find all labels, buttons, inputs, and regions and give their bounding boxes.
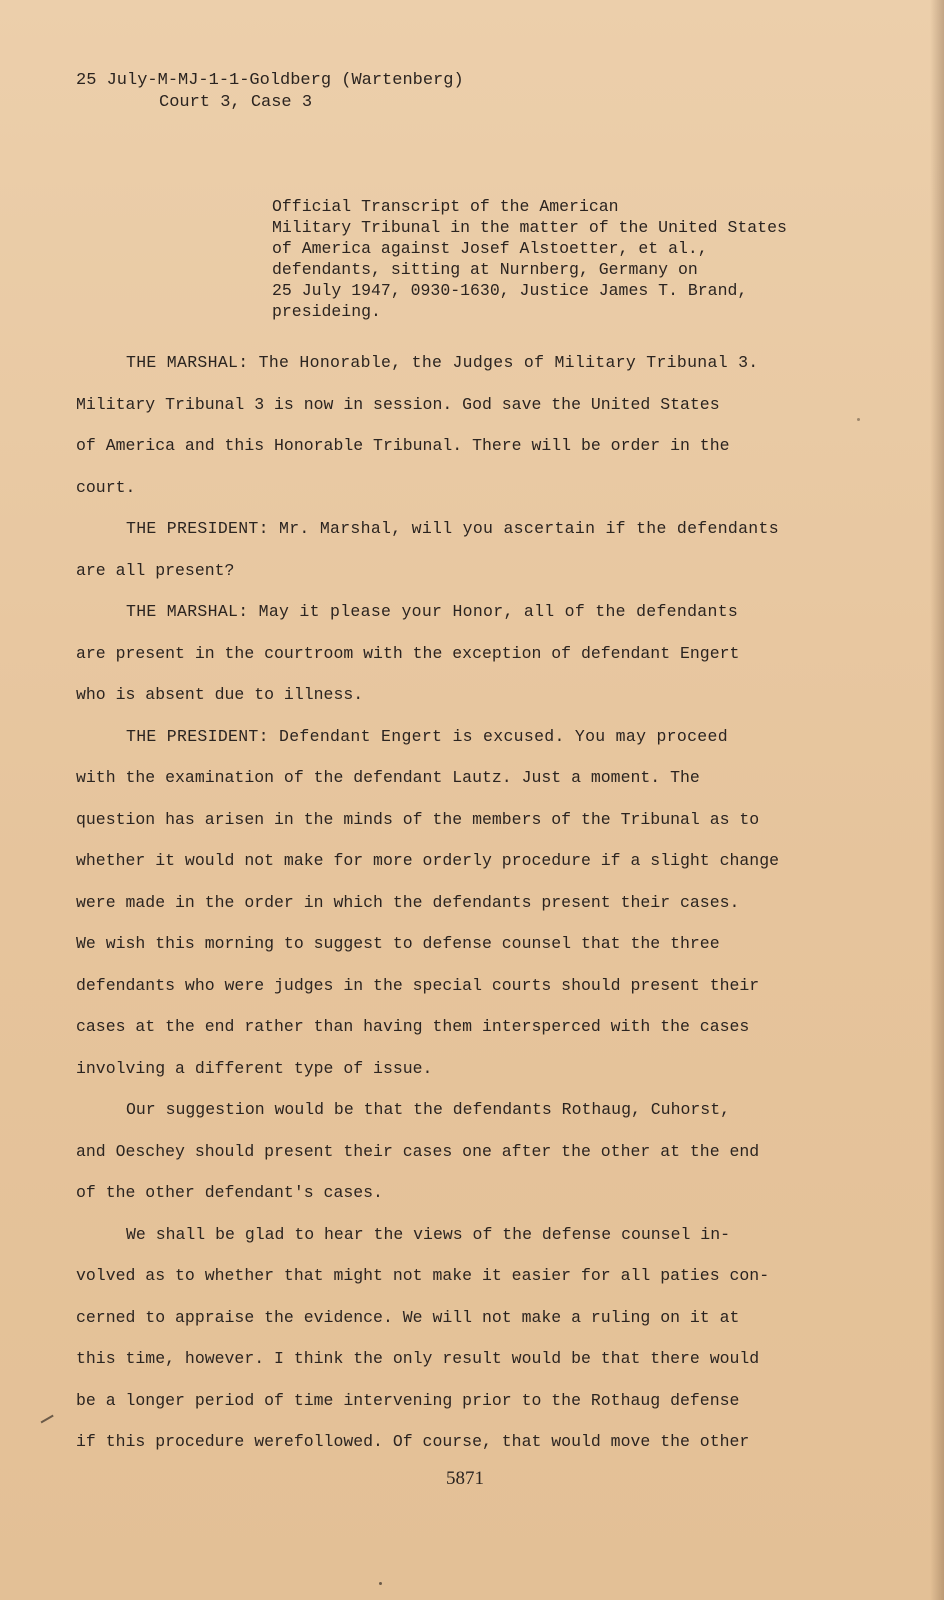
body-line: of the other defendant's cases. — [76, 1183, 383, 1202]
body-line: were made in the order in which the defendants present their cases. — [76, 892, 740, 912]
page-edge-shadow — [930, 0, 944, 1600]
stray-pencil-mark — [41, 1415, 54, 1423]
body-line: We shall be glad to hear the views of the defense counsel in- — [126, 1224, 730, 1244]
body-line: THE MARSHAL: The Honorable, the Judges of Military Tribunal 3. — [126, 353, 759, 372]
body-line: are all present? — [76, 560, 235, 580]
body-line: with the examination of the defendant Lautz. Just a moment. The — [76, 768, 700, 787]
body-line: whether it would not make for more orderly procedure if a slight change — [76, 851, 780, 870]
header-court: Court 3, Case 3 — [159, 93, 313, 112]
page-number: 5871 — [446, 1468, 484, 1489]
body-line: Military Tribunal 3 is now in session. God save the United States — [76, 394, 720, 414]
caption-line: Military Tribunal in the matter of the United States — [272, 218, 787, 237]
body-line: question has arisen in the minds of the members of the Tribunal as to — [76, 809, 760, 829]
body-line: cases at the end rather than having them intersperced with the cases — [76, 1017, 750, 1036]
body-line: volved as to whether that might not make it easier for all paties con- — [76, 1266, 770, 1285]
body-line: THE MARSHAL: May it please your Honor, all of the defendants — [126, 602, 739, 621]
body-line: Our suggestion would be that the defendants Rothaug, Cuhorst, — [126, 1100, 730, 1119]
caption-line: defendants, sitting at Nurnberg, Germany on — [272, 260, 698, 279]
body-line: cerned to appraise the evidence. We will not make a ruling on it at — [76, 1307, 740, 1327]
header-reference: 25 July-M-MJ-1-1-Goldberg (Wartenberg) — [76, 71, 464, 90]
paper-speck — [379, 1582, 382, 1585]
transcript-caption — [272, 196, 832, 322]
caption-line: of America against Josef Alstoetter, et al., — [272, 239, 708, 258]
caption-line: 25 July 1947, 0930-1630, Justice James T. Brand, — [272, 281, 748, 300]
body-line: this time, however. I think the only result would be that there would — [76, 1349, 760, 1368]
body-line: and Oeschey should present their cases one after the other at the end — [76, 1141, 760, 1161]
body-line: We wish this morning to suggest to defense counsel that the three — [76, 934, 720, 953]
caption-line: Official Transcript of the American — [272, 197, 619, 216]
body-line: defendants who were judges in the special courts should present their — [76, 975, 760, 995]
body-line: be a longer period of time intervening prior to the Rothaug defense — [76, 1390, 740, 1410]
document-header — [76, 70, 464, 114]
body-line: are present in the courtroom with the exception of defendant Engert — [76, 643, 740, 663]
caption-line: presideing. — [272, 302, 381, 321]
body-line: if this procedure werefollowed. Of course, that would move the other — [76, 1432, 750, 1451]
body-line: THE PRESIDENT: Mr. Marshal, will you ascertain if the defendants — [126, 519, 779, 538]
body-line: who is absent due to illness. — [76, 685, 364, 704]
body-line: of America and this Honorable Tribunal. There will be order in the — [76, 436, 730, 455]
paper-speck — [857, 418, 860, 421]
transcript-body — [76, 342, 816, 1463]
body-line: involving a different type of issue. — [76, 1058, 433, 1078]
body-line: THE PRESIDENT: Defendant Engert is excused. You may proceed — [126, 726, 728, 746]
body-line: court. — [76, 477, 136, 497]
